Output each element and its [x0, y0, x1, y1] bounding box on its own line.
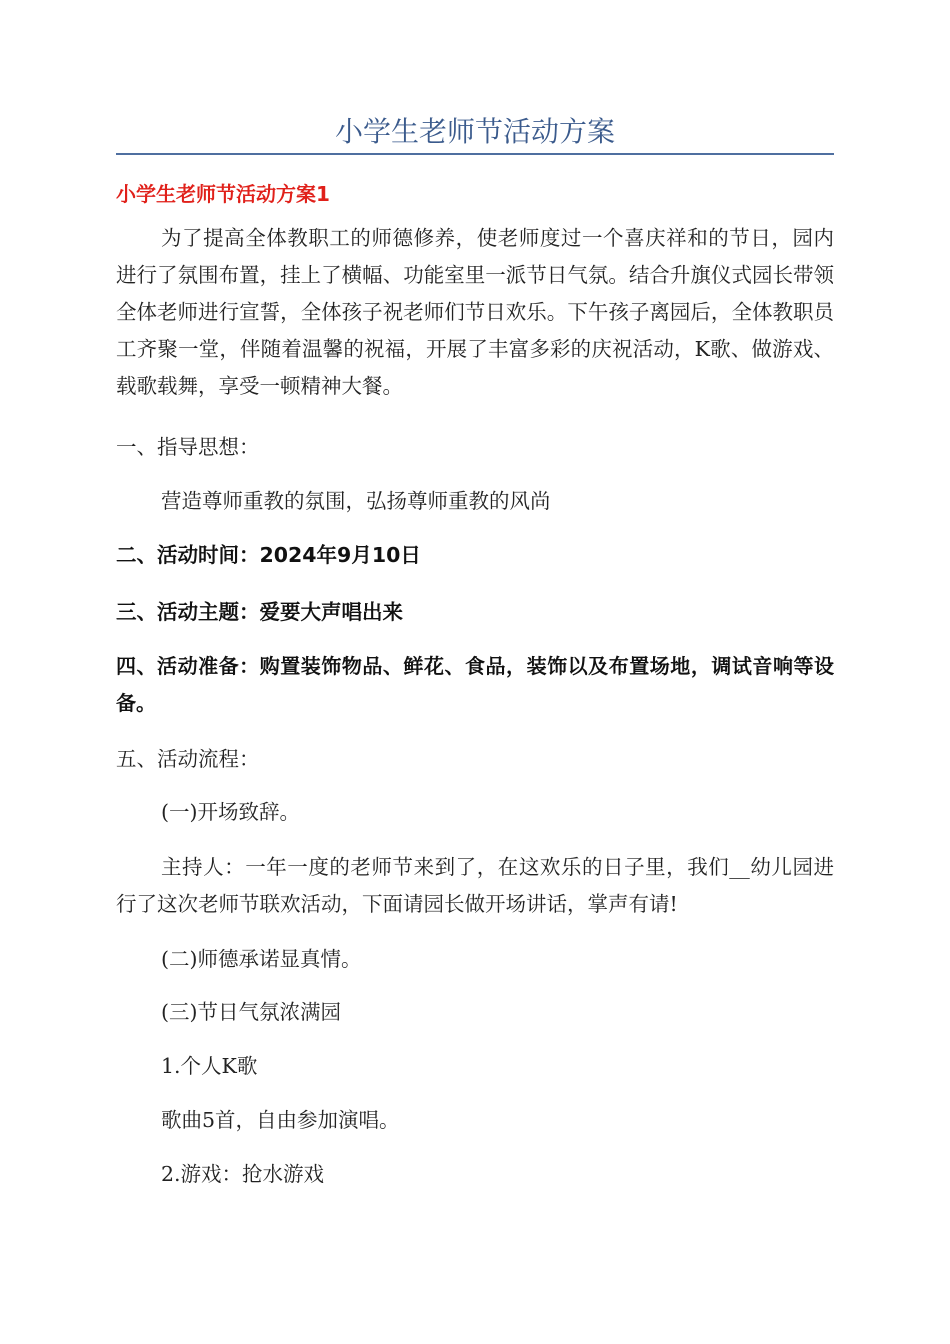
- intro-paragraph: 为了提高全体教职工的师德修养，使老师度过一个喜庆祥和的节日，园内进行了氛围布置，挂上了横幅、功能室里一派节日气氛。结合升旗仪式园长带领全体老师进行宣誓，全体孩子祝老师们节日欢乐。下午孩子离园后，全体教职员工齐聚一堂，伴随着温馨的祝福，开展了丰富多彩的庆祝活动，K歌、做游戏、载歌载舞，享受一顿精神大餐。: [116, 226, 834, 398]
- item-activity-process-label: 五、活动流程：: [116, 747, 260, 771]
- item-activity-theme: 三、活动主题：爱要大声唱出来: [116, 600, 403, 624]
- title-divider: [116, 153, 834, 155]
- sub-item-karaoke-detail: 歌曲5首，自由参加演唱。: [161, 1108, 400, 1132]
- sub-item-game: 2.游戏：抢水游戏: [161, 1162, 325, 1186]
- step-ethics-pledge: (二)师德承诺显真情。: [161, 947, 362, 971]
- step-opening-speech: (一)开场致辞。: [161, 800, 300, 824]
- item-guiding-thought-text: 营造尊师重教的氛围，弘扬尊师重教的风尚: [161, 489, 551, 513]
- item-activity-time: 二、活动时间：2024年9月10日: [116, 543, 421, 567]
- step-festive-atmosphere: (三)节日气氛浓满园: [161, 1000, 341, 1024]
- document-title: 小学生老师节活动方案: [334, 115, 615, 148]
- section-heading: 小学生老师节活动方案1: [116, 182, 330, 206]
- item-guiding-thought-label: 一、指导思想：: [116, 435, 260, 459]
- host-speech-paragraph: 主持人：一年一度的老师节来到了，在这欢乐的日子里，我们__幼儿园进行了这次老师节联欢活动，下面请园长做开场讲话，掌声有请!: [116, 855, 834, 916]
- sub-item-karaoke: 1.个人K歌: [161, 1054, 258, 1078]
- item-activity-preparation: 四、活动准备：购置装饰物品、鲜花、食品，装饰以及布置场地，调试音响等设备。: [116, 654, 834, 715]
